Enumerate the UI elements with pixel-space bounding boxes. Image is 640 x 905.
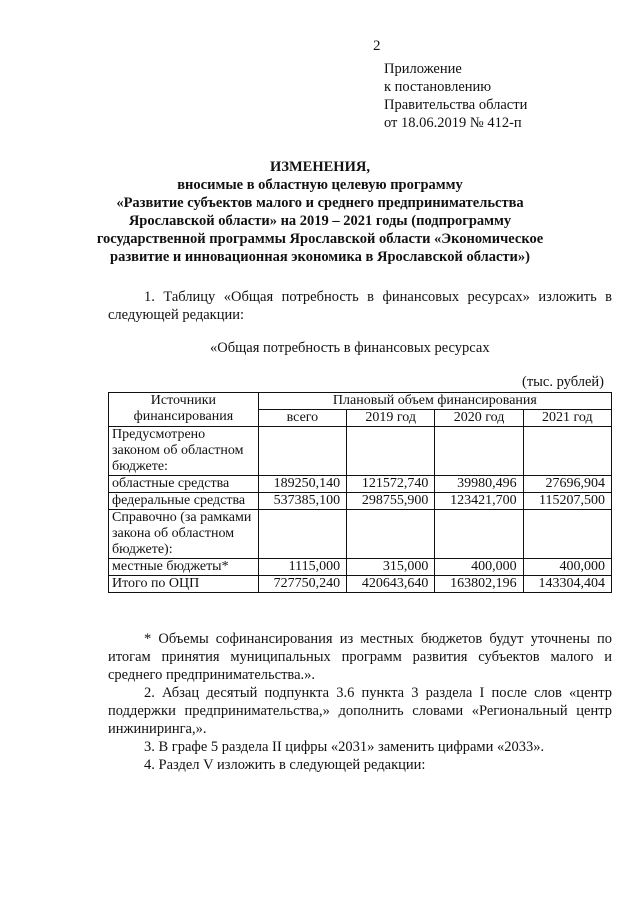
row-value: 400,000: [435, 559, 523, 576]
row-label: Справочно (за рамками закона об областном бюджете):: [109, 510, 259, 559]
appendix-block: [384, 60, 527, 132]
row-label: Предусмотрено законом об областном бюджете:: [109, 427, 259, 476]
table-header-row: [109, 393, 612, 410]
header-plan: Плановый объем финансирования: [258, 393, 611, 410]
title-line: вносимые в областную целевую программу: [177, 177, 463, 193]
appendix-line: к постановлению: [384, 79, 492, 95]
row-label: Итого по ОЦП: [109, 576, 259, 593]
header-source: Источники финансирования: [109, 393, 259, 427]
row-value: [435, 510, 523, 559]
row-label: местные бюджеты*: [109, 559, 259, 576]
row-value: 400,000: [523, 559, 611, 576]
table-row: [109, 476, 612, 493]
title-line: Ярославской области» на 2019 – 2021 годы (подпрограмму: [128, 213, 512, 229]
header-2019: 2019 год: [347, 410, 435, 427]
table-row: [109, 510, 612, 559]
paragraph-3: 3. В графе 5 раздела II цифры «2031» заменить цифрами «2033».: [144, 739, 545, 755]
row-value: [347, 510, 435, 559]
page-number: 2: [373, 38, 381, 54]
row-value: 27696,904: [523, 476, 611, 493]
title-line: развитие и инновационная экономика в Ярославской области»): [110, 249, 530, 265]
row-value: 1115,000: [258, 559, 346, 576]
row-label: федеральные средства: [109, 493, 259, 510]
title-line: государственной программы Ярославской области «Экономическое: [96, 231, 544, 247]
footnote: * Объемы софинансирования из местных бюджетов будут уточнены по итогам принятия муниципальных программ развития субъектов малого и среднего предпринимательства.».: [108, 631, 612, 683]
paragraph-4: 4. Раздел V изложить в следующей редакции:: [144, 757, 426, 773]
row-value: [347, 427, 435, 476]
table-title: «Общая потребность в финансовых ресурсах: [210, 340, 490, 356]
table-row: [109, 559, 612, 576]
row-value: [435, 427, 523, 476]
appendix-line: Приложение: [384, 61, 462, 77]
title-line: «Развитие субъектов малого и среднего предпринимательства: [116, 195, 524, 211]
document-title: [20, 158, 620, 266]
row-value: 39980,496: [435, 476, 523, 493]
header-2020: 2020 год: [435, 410, 523, 427]
header-2021: 2021 год: [523, 410, 611, 427]
financing-table: [108, 392, 612, 593]
paragraph-1: 1. Таблицу «Общая потребность в финансовых ресурсах» изложить в следующей редакции:: [108, 289, 612, 323]
table-row: [109, 493, 612, 510]
table-row: [109, 427, 612, 476]
paragraph-2: 2. Абзац десятый подпункта 3.6 пункта 3 раздела I после слов «центр поддержки предпринимательства,» дополнить словами «Региональный центр инжиниринга,».: [108, 685, 612, 737]
row-value: 163802,196: [435, 576, 523, 593]
table-row: [109, 576, 612, 593]
row-value: [258, 427, 346, 476]
row-value: 123421,700: [435, 493, 523, 510]
row-value: 115207,500: [523, 493, 611, 510]
row-value: 189250,140: [258, 476, 346, 493]
row-value: 727750,240: [258, 576, 346, 593]
appendix-line: от 18.06.2019 № 412-п: [384, 115, 522, 131]
row-value: 143304,404: [523, 576, 611, 593]
row-value: [523, 510, 611, 559]
row-value: [258, 510, 346, 559]
row-value: 315,000: [347, 559, 435, 576]
row-value: 121572,740: [347, 476, 435, 493]
header-total: всего: [258, 410, 346, 427]
units-label: (тыс. рублей): [522, 374, 604, 390]
row-value: 537385,100: [258, 493, 346, 510]
title-heading: ИЗМЕНЕНИЯ,: [270, 159, 370, 175]
row-value: 298755,900: [347, 493, 435, 510]
row-label: областные средства: [109, 476, 259, 493]
row-value: [523, 427, 611, 476]
row-value: 420643,640: [347, 576, 435, 593]
appendix-line: Правительства области: [384, 97, 528, 113]
